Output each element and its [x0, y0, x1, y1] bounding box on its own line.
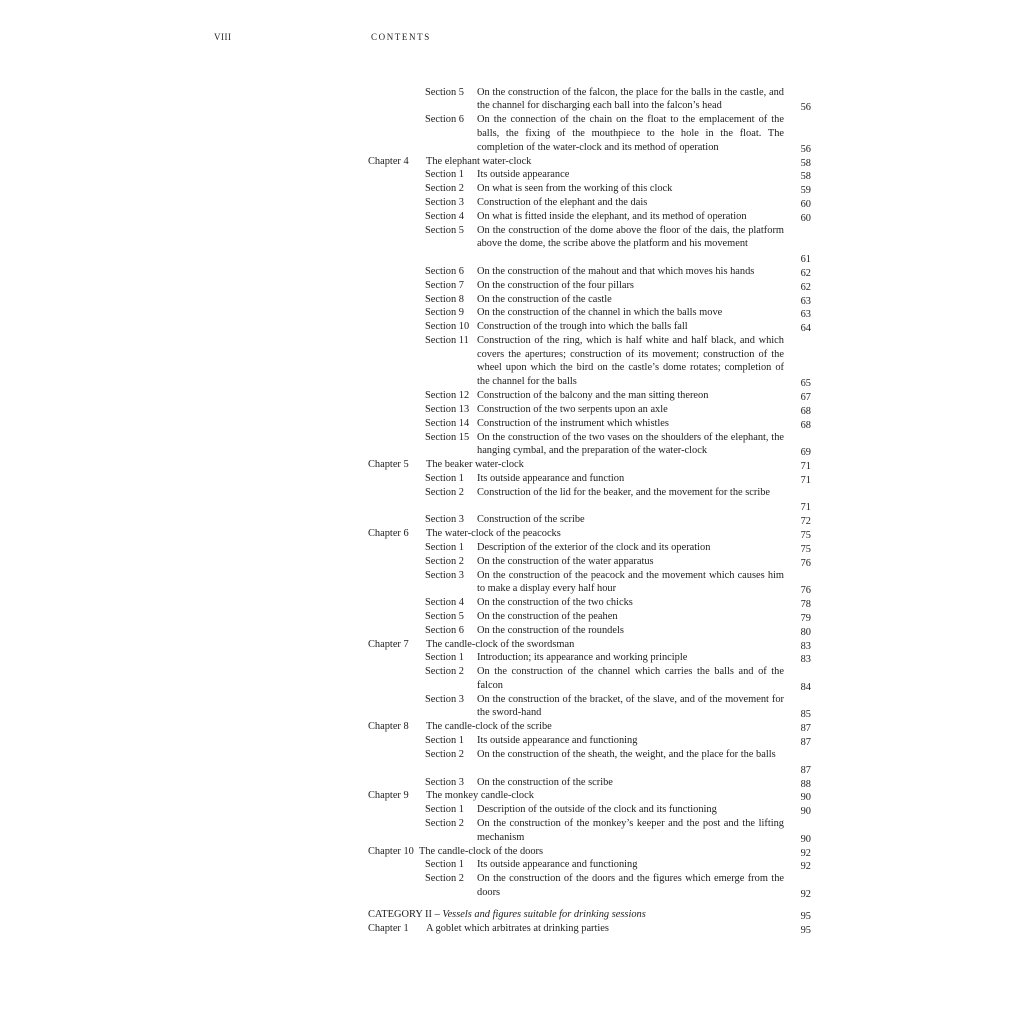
- toc-label: Section 2: [425, 873, 464, 885]
- toc-label: Chapter 4: [368, 155, 409, 167]
- toc-page-number: 56: [800, 143, 811, 155]
- toc-section: [0, 776, 1024, 790]
- toc-title: The elephant water-clock: [426, 155, 532, 167]
- toc-section: [0, 858, 1024, 872]
- toc-title: Construction of the ring, which is half white and half black, and which covers the apertures; construction of its movement; construction of the wheel upon which the bird on the castle’s dome rotates; completion of the channel for the balls: [477, 334, 784, 388]
- toc-title: On the construction of the roundels: [477, 624, 624, 636]
- toc-label: Section 2: [425, 555, 464, 567]
- toc-section: [0, 817, 1024, 845]
- toc-title: Its outside appearance and functioning: [477, 735, 638, 747]
- toc-label: Section 4: [425, 597, 464, 609]
- toc-page-number: 90: [800, 833, 811, 845]
- toc-label: Chapter 9: [368, 790, 409, 802]
- toc-section: [0, 748, 1024, 776]
- toc-title: On the construction of the sheath, the weight, and the place for the balls: [477, 748, 776, 760]
- toc-page-number: 87: [800, 737, 811, 749]
- toc-title: On the construction of the two chicks: [477, 597, 633, 609]
- toc-label: Section 1: [425, 804, 464, 816]
- toc-chapter: [0, 720, 1024, 734]
- toc-title: On the construction of the falcon, the place for the balls in the castle, and the channel for discharging each ball into the falcon’s head: [477, 86, 784, 112]
- toc-page-number: 62: [800, 281, 811, 293]
- toc-label: Chapter 5: [368, 459, 409, 471]
- toc-page-number: 79: [800, 612, 811, 624]
- toc-page-number: 95: [800, 924, 811, 936]
- toc-title: Vessels and figures suitable for drinking sessions: [442, 908, 646, 920]
- toc-label: Section 2: [425, 183, 464, 195]
- toc-section: [0, 113, 1024, 154]
- toc-label: Section 9: [425, 307, 464, 319]
- toc-label: Section 4: [425, 210, 464, 222]
- toc-title: On the construction of the peahen: [477, 610, 618, 622]
- toc-section: [0, 334, 1024, 389]
- toc-label: Section 1: [425, 541, 464, 553]
- toc-title: Construction of the scribe: [477, 514, 585, 526]
- toc-category-title: CATEGORY II – Vessels and figures suitable for drinking sessions: [368, 908, 646, 920]
- toc-section: [0, 569, 1024, 597]
- toc-title: Its outside appearance and function: [477, 472, 625, 484]
- toc-chapter: [0, 155, 1024, 169]
- running-head: CONTENTS: [371, 32, 431, 42]
- toc-page-number: 83: [800, 654, 811, 666]
- toc-label: Section 5: [425, 86, 464, 98]
- toc-page-number: 58: [800, 171, 811, 183]
- toc-section: [0, 693, 1024, 721]
- toc-title: A goblet which arbitrates at drinking parties: [426, 922, 609, 934]
- toc-label: Section 1: [425, 169, 464, 181]
- toc-label: Chapter 7: [368, 638, 409, 650]
- toc-title: On the construction of the channel which carries the balls and of the falcon: [477, 666, 784, 691]
- toc-page-number: 92: [800, 861, 811, 873]
- toc-label: Chapter 6: [368, 528, 409, 540]
- toc-section: [0, 596, 1024, 610]
- toc-section: [0, 403, 1024, 417]
- toc-page-number: 59: [800, 185, 811, 197]
- toc-label: Chapter 10: [368, 845, 414, 857]
- toc-page-number: 87: [800, 723, 811, 735]
- toc-label: Section 3: [425, 693, 464, 705]
- toc-chapter: [0, 527, 1024, 541]
- toc-label: Section 2: [425, 817, 464, 829]
- toc-title: On the construction of the two vases on the shoulders of the elephant, the hanging cymbal, and the preparation of the water-clock: [477, 431, 784, 457]
- toc-page-number: 87: [800, 764, 811, 776]
- toc-title: Its outside appearance: [477, 169, 570, 181]
- toc-page-number: 78: [800, 599, 811, 611]
- toc-page-number: 64: [800, 323, 811, 335]
- toc-title: The monkey candle-clock: [426, 790, 534, 802]
- toc-section: [0, 872, 1024, 900]
- toc-label: Section 11: [425, 334, 469, 346]
- toc-title: On the construction of the scribe: [477, 776, 613, 788]
- toc-page-number: 67: [800, 392, 811, 404]
- toc-section: [0, 431, 1024, 459]
- toc-title: On the construction of the monkey’s keeper and the post and the lifting mechanism: [477, 817, 784, 843]
- toc-title: On the construction of the four pillars: [477, 279, 634, 291]
- toc-page-number: 60: [800, 212, 811, 224]
- toc-title: Introduction; its appearance and working principle: [477, 652, 688, 664]
- toc-label: Section 8: [425, 293, 464, 305]
- toc-section: [0, 651, 1024, 665]
- toc-label: Section 3: [425, 776, 464, 788]
- toc-title: The beaker water-clock: [426, 459, 524, 471]
- toc-title: The candle-clock of the doors: [419, 845, 544, 857]
- toc-page-number: 95: [800, 910, 811, 922]
- toc-page-number: 85: [800, 709, 811, 721]
- toc-label: Section 3: [425, 514, 464, 526]
- toc-title: On the construction of the mahout and that which moves his hands: [477, 265, 755, 277]
- toc-title: Construction of the balcony and the man sitting thereon: [477, 390, 709, 402]
- toc-page-number: 92: [800, 847, 811, 859]
- toc-page-number: 68: [800, 419, 811, 431]
- toc-label: Chapter 1: [368, 922, 409, 934]
- toc-page-number: 83: [800, 640, 811, 652]
- toc-section: [0, 224, 1024, 265]
- toc-chapter: [0, 845, 1024, 859]
- toc-title: Construction of the instrument which whistles: [477, 417, 669, 429]
- toc-section: [0, 734, 1024, 748]
- toc-label: Section 3: [425, 196, 464, 208]
- toc-section: [0, 665, 1024, 693]
- toc-section: [0, 541, 1024, 555]
- toc-title: On the construction of the doors and the figures which emerge from the doors: [477, 873, 784, 898]
- toc-page-number: 75: [800, 543, 811, 555]
- toc-title: On the construction of the peacock and the movement which causes him to make a display every half hour: [477, 569, 784, 595]
- toc-title: The water-clock of the peacocks: [426, 528, 561, 540]
- toc-label: Section 12: [425, 390, 470, 402]
- toc-label: Section 14: [425, 417, 470, 429]
- toc-chapter: [0, 922, 1024, 936]
- toc-section: [0, 320, 1024, 334]
- toc-section: [0, 293, 1024, 307]
- toc-page-number: 63: [800, 295, 811, 307]
- toc-title: The candle-clock of the swordsman: [426, 638, 575, 650]
- toc-title: On the construction of the water apparatus: [477, 555, 654, 567]
- toc-page-number: 60: [800, 198, 811, 210]
- toc-page-number: 72: [800, 516, 811, 528]
- toc-label: Section 6: [425, 624, 464, 636]
- toc-chapter: [0, 458, 1024, 472]
- toc-title: On the construction of the bracket, of the slave, and of the movement for the sword-hand: [477, 693, 784, 719]
- toc-label: Section 2: [425, 748, 464, 760]
- toc-section: [0, 513, 1024, 527]
- toc-title: Its outside appearance and functioning: [477, 859, 638, 871]
- toc-label: Section 7: [425, 279, 464, 291]
- toc-title: Construction of the elephant and the dais: [477, 196, 648, 208]
- toc-title: On the construction of the dome above the floor of the dais, the platform above the dome, the scribe above the platform and his movement: [477, 224, 784, 250]
- toc-page-number: 61: [800, 254, 811, 266]
- toc-title: On the construction of the castle: [477, 293, 612, 305]
- toc-page-number: 84: [800, 681, 811, 693]
- toc-title: Construction of the trough into which the balls fall: [477, 321, 688, 333]
- toc-label: CATEGORY II: [368, 908, 432, 920]
- toc-label: Section 1: [425, 472, 464, 484]
- toc-page-number: 71: [800, 502, 811, 514]
- toc-section: [0, 624, 1024, 638]
- toc-label: Section 1: [425, 735, 464, 747]
- toc-chapter: [0, 789, 1024, 803]
- toc-title: Construction of the two serpents upon an axle: [477, 403, 668, 415]
- toc-label: Section 6: [425, 114, 464, 126]
- toc-page-number: 62: [800, 267, 811, 279]
- toc-page-number: 58: [800, 157, 811, 169]
- toc-section: [0, 389, 1024, 403]
- toc-section: [0, 210, 1024, 224]
- toc-chapter: [0, 638, 1024, 652]
- page-number: VIII: [214, 32, 232, 42]
- toc-label: Section 6: [425, 265, 464, 277]
- toc-page-number: 92: [800, 888, 811, 900]
- toc-title: On what is seen from the working of this clock: [477, 183, 673, 195]
- toc-label: Section 1: [425, 652, 464, 664]
- toc-section: [0, 196, 1024, 210]
- toc-section: [0, 168, 1024, 182]
- toc-label: Section 3: [425, 569, 464, 581]
- toc-page-number: 71: [800, 474, 811, 486]
- toc-label: Chapter 8: [368, 721, 409, 733]
- toc-label: Section 5: [425, 610, 464, 622]
- toc-section: [0, 417, 1024, 431]
- toc-section: [0, 803, 1024, 817]
- toc-section: [0, 486, 1024, 514]
- toc-title: The candle-clock of the scribe: [426, 721, 552, 733]
- toc-label: Section 2: [425, 666, 464, 678]
- toc-label: Section 15: [425, 431, 470, 443]
- toc-section: [0, 610, 1024, 624]
- toc-label: Section 13: [425, 403, 470, 415]
- toc-page-number: 88: [800, 778, 811, 790]
- toc-page-number: 90: [800, 792, 811, 804]
- toc-page-number: 76: [800, 557, 811, 569]
- toc-page-number: 68: [800, 405, 811, 417]
- toc-section: [0, 472, 1024, 486]
- toc-title: Description of the outside of the clock and its functioning: [477, 804, 717, 816]
- toc-page-number: 63: [800, 309, 811, 321]
- toc-page-number: 56: [800, 102, 811, 114]
- toc-title: Construction of the lid for the beaker, and the movement for the scribe: [477, 486, 771, 498]
- toc-page-number: 90: [800, 806, 811, 818]
- toc-title: Description of the exterior of the clock and its operation: [477, 541, 711, 553]
- toc-section: [0, 555, 1024, 569]
- toc-section: [0, 182, 1024, 196]
- toc-label: Section 5: [425, 224, 464, 236]
- toc-page-number: 76: [800, 585, 811, 597]
- toc-label: Section 2: [425, 486, 464, 498]
- toc-section: [0, 86, 1024, 114]
- toc-title: On the construction of the channel in which the balls move: [477, 307, 723, 319]
- toc-page-number: 65: [800, 378, 811, 390]
- toc-section: [0, 279, 1024, 293]
- toc-category: [0, 908, 1024, 922]
- toc-label: Section 10: [425, 321, 470, 333]
- toc-page-number: 71: [800, 461, 811, 473]
- toc-label: Section 1: [425, 859, 464, 871]
- toc-page-number: 80: [800, 626, 811, 638]
- toc-title: On the connection of the chain on the float to the emplacement of the balls, the fixing of the mouthpiece to the hole in the float. The completion of the water-clock and its method of operation: [477, 114, 784, 153]
- toc-section: [0, 265, 1024, 279]
- toc-section: [0, 306, 1024, 320]
- toc-page-number: 75: [800, 530, 811, 542]
- toc-title: On what is fitted inside the elephant, and its method of operation: [477, 210, 747, 222]
- toc-page-number: 69: [800, 447, 811, 459]
